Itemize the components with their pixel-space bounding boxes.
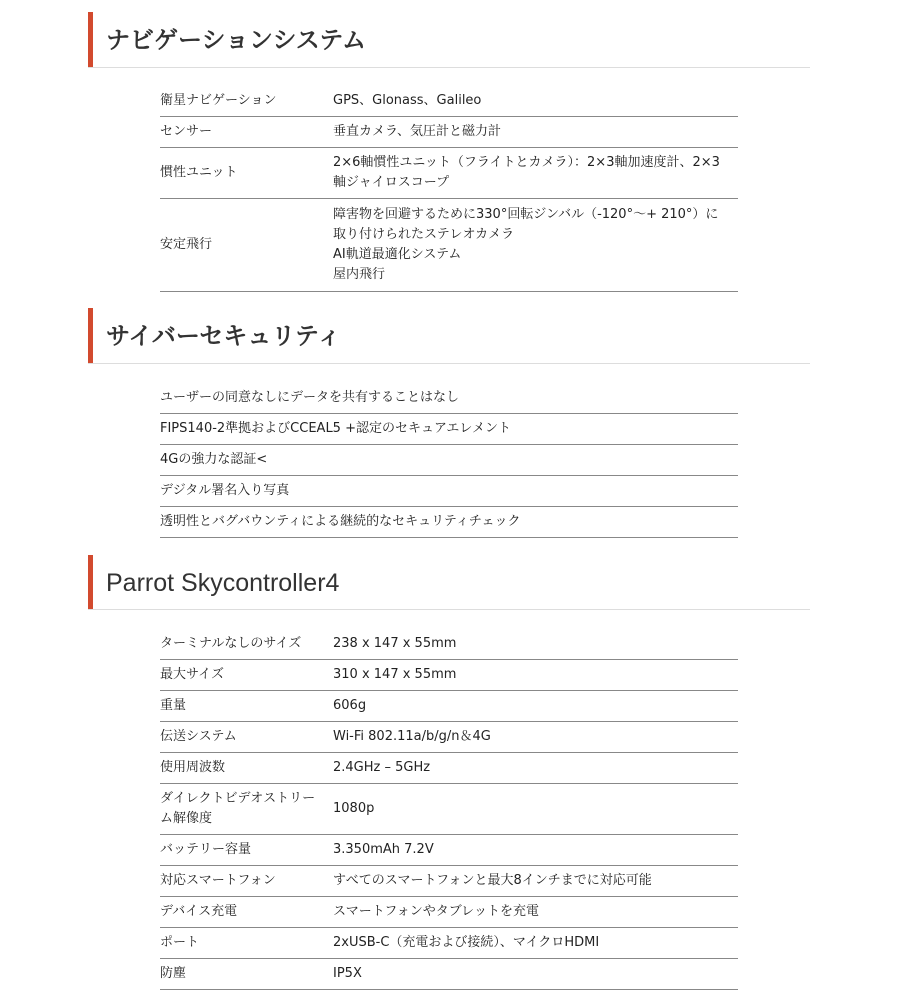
spec-table-navigation — [160, 86, 738, 292]
table-row — [160, 896, 738, 927]
spec-value — [333, 86, 738, 116]
spec-value: 2.4GHz – 5GHz — [333, 752, 738, 783]
section-header-skycontroller — [88, 555, 810, 610]
table-row — [160, 629, 738, 659]
table-row — [160, 86, 738, 116]
list-item: 4Gの強力な認証< — [160, 445, 738, 476]
section-header-navigation — [88, 12, 810, 68]
list-item: デジタル署名入り写真 — [160, 476, 738, 507]
table-row — [160, 783, 738, 834]
spec-value: 1080p — [333, 783, 738, 834]
spec-value: 310 x 147 x 55mm — [333, 659, 738, 690]
spec-label-line: ダイレクトビデオストリー — [160, 790, 316, 806]
section-title: サイバーセキュリティ — [106, 322, 341, 350]
spec-value: 3.350mAh 7.2V — [333, 834, 738, 865]
table-row — [160, 958, 738, 989]
spec-value-line: 2×6軸慣性ユニット（フライトとカメラ）：2×3軸加速度計、2×3 — [333, 154, 720, 170]
table-row — [160, 690, 738, 721]
list-item: 透明性とバグバウンティによる継続的なセキュリティチェック — [160, 507, 738, 538]
spec-label-line: ム解像度 — [160, 810, 213, 826]
spec-value-line: 障害物を回避するために330°回転ジンバル（-120°～+ 210°）に — [333, 206, 719, 222]
table-row — [160, 834, 738, 865]
accent-bar — [88, 555, 93, 609]
list-item: FIPS140-2準拠およびCCEAL5 +認定のセキュアエレメント — [160, 414, 738, 445]
spec-value-line: GPS、Glonass、Galileo — [333, 92, 482, 108]
spec-label: 使用周波数 — [160, 752, 333, 783]
spec-label: バッテリー容量 — [160, 834, 333, 865]
table-row — [160, 721, 738, 752]
spec-value — [333, 147, 738, 198]
spec-label: 伝送システム — [160, 721, 333, 752]
table-row — [160, 198, 738, 291]
spec-label: 安定飛行 — [160, 198, 333, 291]
spec-value-line: AI軌道最適化システム — [333, 246, 462, 262]
table-row — [160, 116, 738, 147]
accent-bar — [88, 308, 93, 363]
spec-label: 慣性ユニット — [160, 147, 333, 198]
spec-label: 最大サイズ — [160, 659, 333, 690]
spec-label: 対応スマートフォン — [160, 865, 333, 896]
spec-value: すべてのスマートフォンと最大8インチまでに対応可能 — [333, 865, 738, 896]
spec-value-line: 取り付けられたステレオカメラ — [333, 226, 515, 242]
section-header-cybersecurity — [88, 308, 810, 364]
spec-value — [333, 198, 738, 291]
spec-label: 衛星ナビゲーション — [160, 86, 333, 116]
spec-value: 238 x 147 x 55mm — [333, 629, 738, 659]
spec-label: センサー — [160, 116, 333, 147]
spec-label: ターミナルなしのサイズ — [160, 629, 333, 659]
spec-label: デバイス充電 — [160, 896, 333, 927]
section-title: ナビゲーションシステム — [106, 26, 367, 54]
table-row — [160, 865, 738, 896]
section-title: Parrot Skycontroller4 — [106, 569, 340, 597]
table-row — [160, 659, 738, 690]
spec-value-line: 垂直カメラ、気圧計と磁力計 — [333, 123, 501, 139]
spec-value: 2xUSB-C（充電および接続）、マイクロHDMI — [333, 927, 738, 958]
spec-value: 606g — [333, 690, 738, 721]
spec-value-line: 軸ジャイロスコープ — [333, 174, 450, 190]
spec-table-skycontroller — [160, 629, 738, 990]
list-item: ユーザーの同意なしにデータを共有することはなし — [160, 383, 738, 414]
table-row — [160, 752, 738, 783]
security-list — [160, 383, 738, 538]
spec-value-line: 屋内飛行 — [333, 266, 386, 282]
spec-label — [160, 783, 333, 834]
spec-label: ポート — [160, 927, 333, 958]
spec-value: スマートフォンやタブレットを充電 — [333, 896, 738, 927]
spec-value: Wi-Fi 802.11a/b/g/n＆4G — [333, 721, 738, 752]
spec-value: IP5X — [333, 958, 738, 989]
table-row — [160, 147, 738, 198]
table-row — [160, 927, 738, 958]
accent-bar — [88, 12, 93, 67]
spec-label: 重量 — [160, 690, 333, 721]
spec-label: 防塵 — [160, 958, 333, 989]
spec-value — [333, 116, 738, 147]
